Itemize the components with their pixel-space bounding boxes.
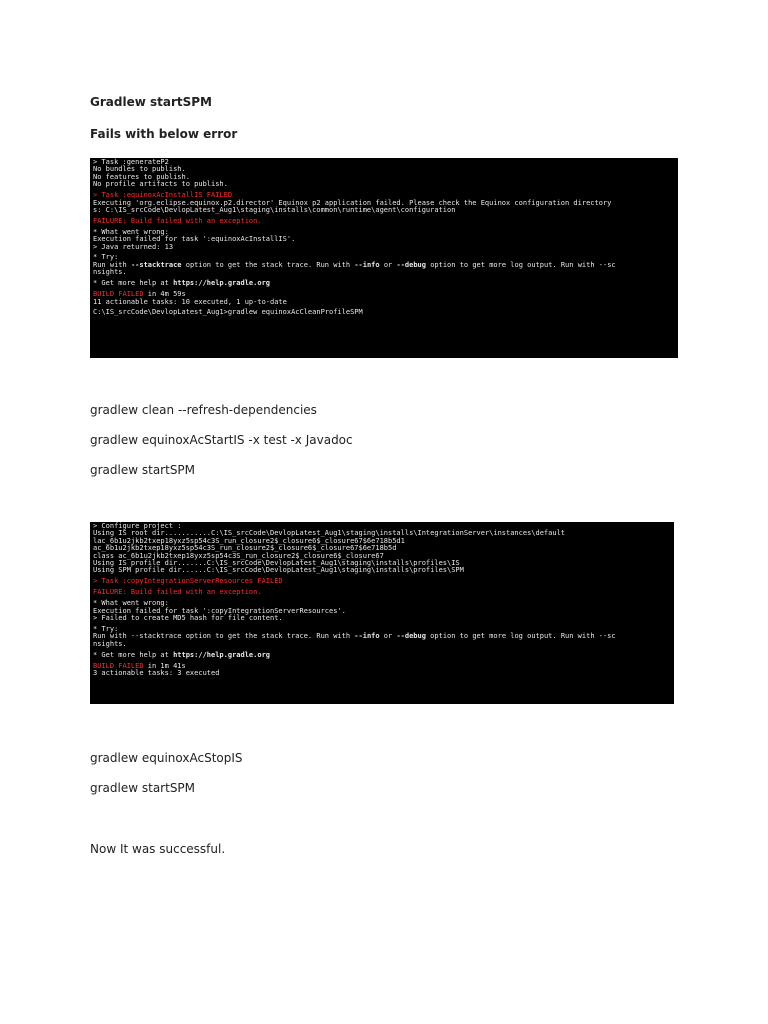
terminal-text: nsights. — [93, 268, 127, 277]
terminal-text: 11 actionable tasks: 10 executed, 1 up-to-date — [93, 297, 287, 306]
command-start-spm-2: gradlew startSPM — [90, 781, 196, 795]
terminal-line — [93, 269, 675, 276]
heading-gradlew-startspm: Gradlew startSPM — [90, 95, 212, 109]
terminal-line — [93, 236, 675, 243]
terminal-text: option to get more log output. Run with --sc — [425, 632, 616, 641]
terminal-text: --info — [354, 632, 380, 641]
terminal-text: * Get more help at — [93, 279, 174, 288]
command-clean-refresh: gradlew clean --refresh-dependencies — [90, 403, 317, 417]
terminal-text: class ac_6b1u2jkb2txep18yxz5sp54c3S_run_closure2$_closure6$_closure67 — [93, 551, 384, 560]
heading-fails-with-error: Fails with below error — [90, 127, 238, 141]
terminal-text: FAILURE: Build failed with an exception. — [93, 216, 262, 225]
terminal-text: option to get the stack trace. Run with — [181, 260, 355, 269]
terminal-text: > Configure project : — [93, 522, 182, 530]
terminal-line — [93, 633, 671, 640]
terminal-line — [93, 181, 675, 188]
terminal-text: Run with --stacktrace option to get the stack trace. Run with — [93, 632, 355, 641]
terminal-text: Using IS profile dir.......C:\IS_srcCode\DevlopLatest_Aug1\staging\installs\profiles\IS — [93, 559, 460, 568]
terminal-text: or — [379, 260, 397, 269]
terminal-line — [93, 615, 671, 622]
terminal-text: in 4m 59s — [143, 290, 186, 299]
terminal-screenshot-1 — [90, 158, 678, 358]
terminal-line — [93, 641, 671, 648]
terminal-line — [93, 670, 671, 677]
terminal-text: or — [379, 632, 397, 641]
terminal-text: > Task :equinoxAcInstallIS FAILED — [93, 191, 233, 200]
terminal-text: > Task :generateP2 — [93, 158, 169, 166]
terminal-text: lac_6b1u2jkb2txep18yxz5sp54c3S_run_closure2$_closure6$_closure67$6e718b5d1 — [93, 536, 405, 545]
terminal-text: * Try: — [93, 624, 119, 633]
terminal-text: Executing 'org.eclipse.equinox.p2.director' Equinox p2 application failed. Please check the Equinox configuration directory — [93, 198, 612, 207]
terminal-text: * Try: — [93, 253, 119, 262]
terminal-text: --info — [354, 260, 380, 269]
terminal-text: --debug — [396, 260, 426, 269]
terminal-text: BUILD FAILED — [93, 661, 144, 670]
terminal-text: FAILURE: Build failed with an exception. — [93, 588, 262, 597]
terminal-text: --stacktrace — [130, 260, 182, 269]
terminal-text: option to get more log output. Run with --sc — [425, 260, 616, 269]
terminal-line — [93, 309, 675, 316]
terminal-line — [93, 244, 675, 251]
terminal-line — [93, 218, 675, 225]
terminal-line — [93, 262, 675, 269]
terminal-text: https://help.gradle.org — [173, 279, 271, 288]
terminal-line — [93, 578, 671, 585]
terminal-text: nsights. — [93, 639, 127, 648]
terminal-text: C:\IS_srcCode\DevlopLatest_Aug1>gradlew equinoxAcCleanProfileSPM — [93, 308, 363, 317]
terminal-text: Execution failed for task ':equinoxAcInstallIS'. — [93, 235, 296, 244]
terminal-text: No features to publish. — [93, 172, 190, 181]
success-message: Now It was successful. — [90, 842, 226, 856]
terminal-text: 3 actionable tasks: 3 executed — [93, 668, 220, 677]
terminal-text: No profile artifacts to publish. — [93, 180, 228, 189]
terminal-text: BUILD FAILED — [93, 290, 144, 299]
terminal-line — [93, 207, 675, 214]
terminal-text: * Get more help at — [93, 650, 174, 659]
terminal-text: No bundles to publish. — [93, 165, 186, 174]
terminal-line — [93, 299, 675, 306]
command-equinox-start-is: gradlew equinoxAcStartIS -x test -x Javadoc — [90, 433, 353, 447]
terminal-text: > Task :copyIntegrationServerResources FAILED — [93, 577, 283, 586]
terminal-text: ac_6b1u2jkb2txep18yxz5sp54c3S_run_closure2$_closure6$_closure67$6e718b5d — [93, 544, 397, 553]
terminal-line — [93, 589, 671, 596]
terminal-text: * What went wrong: — [93, 599, 169, 608]
terminal-text: in 1m 41s — [143, 661, 186, 670]
terminal-text: > Java returned: 13 — [93, 242, 174, 251]
terminal-text: https://help.gradle.org — [173, 650, 271, 659]
terminal-text: Using IS root dir...........C:\IS_srcCode\DevlopLatest_Aug1\staging\installs\IntegrationServer\instances\default — [93, 529, 566, 538]
terminal-text: * What went wrong: — [93, 227, 169, 236]
terminal-text: s: C:\IS_srcCode\DevlopLatest_Aug1\staging\installs\common\runtime\agent\configuration — [93, 205, 456, 214]
command-equinox-stop-is: gradlew equinoxAcStopIS — [90, 751, 243, 765]
terminal-line — [93, 280, 675, 287]
terminal-line — [93, 652, 671, 659]
terminal-text: > Failed to create MD5 hash for file content. — [93, 613, 283, 622]
terminal-line — [93, 567, 671, 574]
terminal-text: Run with — [93, 260, 131, 269]
terminal-screenshot-2 — [90, 522, 674, 704]
terminal-text: Execution failed for task ':copyIntegrationServerResources'. — [93, 606, 346, 615]
terminal-text: Using SPM profile dir......C:\IS_srcCode\DevlopLatest_Aug1\staging\installs\profiles\SPM — [93, 566, 464, 575]
terminal-text: --debug — [396, 632, 426, 641]
command-start-spm: gradlew startSPM — [90, 463, 196, 477]
